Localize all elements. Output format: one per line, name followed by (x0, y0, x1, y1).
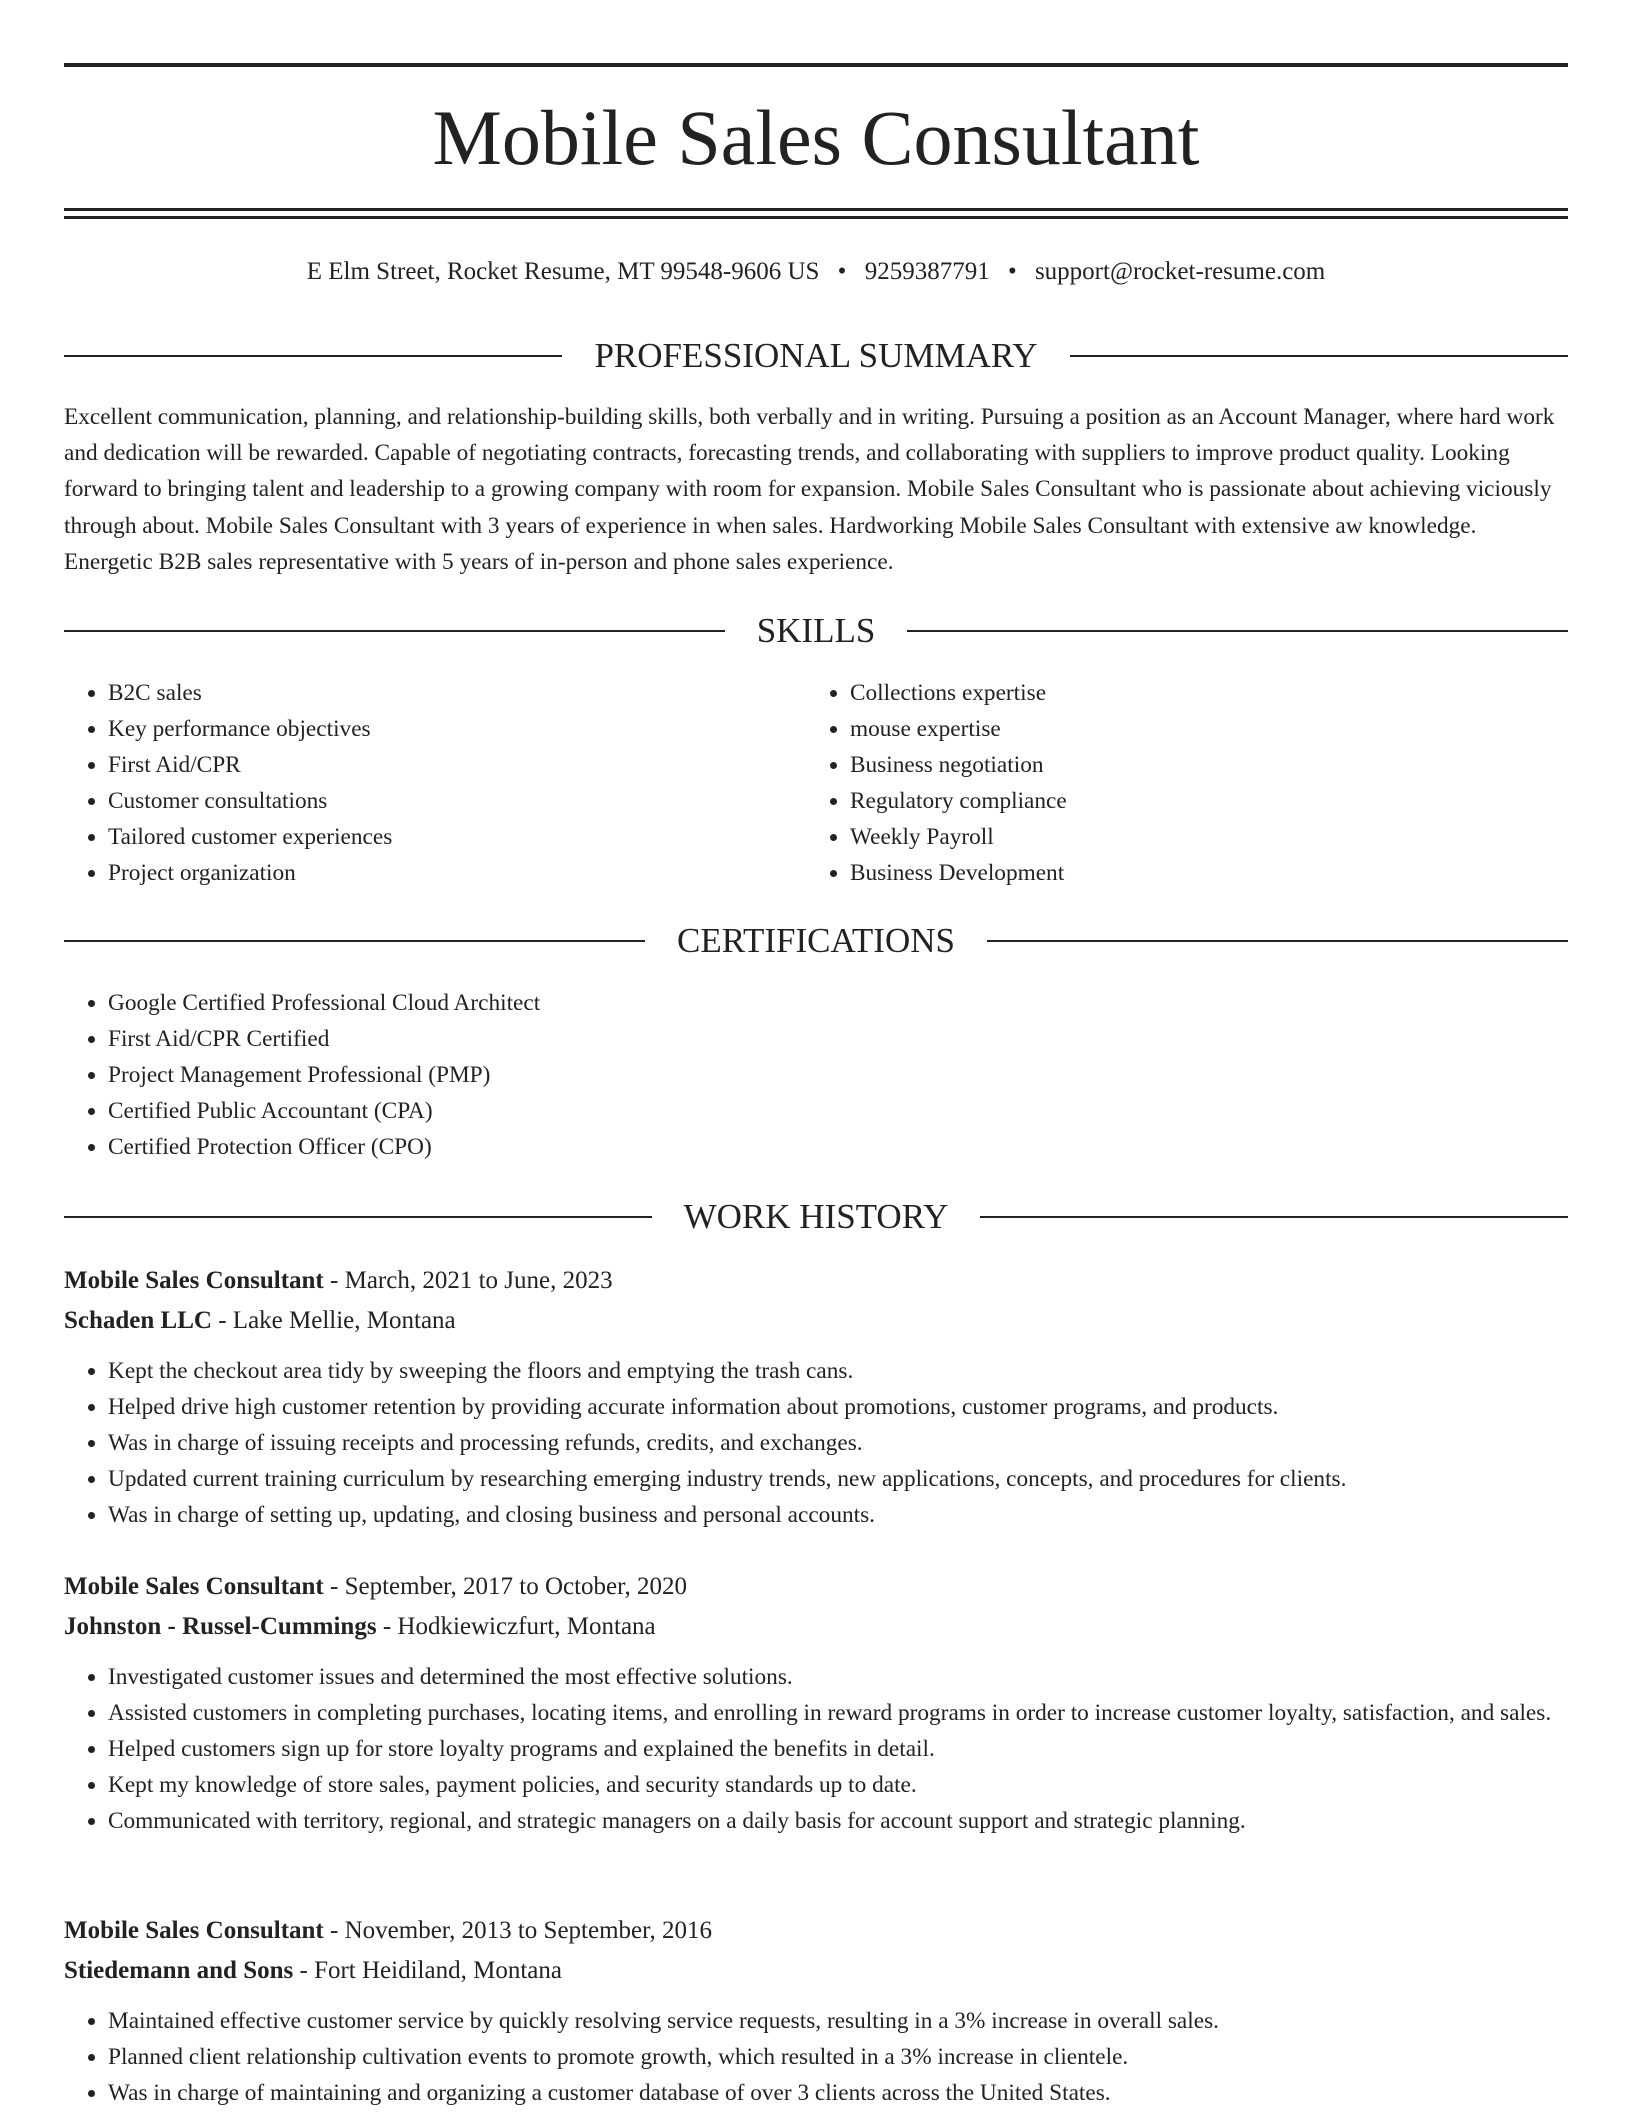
section-rule-right (1070, 355, 1568, 357)
job-title-line (64, 1261, 1568, 1301)
job-title: Mobile Sales Consultant (64, 1917, 324, 1944)
section-rule-right (907, 630, 1568, 632)
summary-text: Excellent communication, planning, and relationship-building skills, both verbally and in writing. Pursuing a position as an Account Manager, where hard work and dedication will be rewarded. Capable of negotiating contracts, forecasting trends, and collaborating with suppliers to improve product quality. Looking forward to bringing talent and leadership to a growing company with room for expansion. Mobile Sales Consultant who is passionate about achieving viciously through about. Mobile Sales Consultant with 3 years of experience in when sales. Hardworking Mobile Sales Consultant with extensive aw knowledge. Energetic B2B sales representative with 5 years of in-person and phone sales experience. (64, 404, 1555, 575)
contact-separator: • (837, 258, 847, 285)
section-rule-left (64, 630, 725, 632)
section-header-skills (64, 611, 1568, 651)
section-header-work-history (64, 1197, 1568, 1237)
job-bullets (64, 1353, 1568, 1533)
job-company: Johnston - Russel-Cummings (64, 1613, 377, 1640)
list-item: • Business negotiation (850, 747, 1546, 783)
dash: - (293, 1957, 315, 1984)
list-item: • Weekly Payroll (850, 819, 1546, 855)
header-top-rule (64, 63, 1568, 67)
section-rule-left (64, 940, 645, 942)
job-location: Lake Mellie, Montana (232, 1307, 456, 1334)
list-item: • Maintained effective customer service by quickly resolving service requests, resulting in a 3% increase in overall sales. (108, 2003, 1568, 2039)
section-header-summary (64, 336, 1568, 376)
job-title-line (64, 1911, 1568, 1951)
list-item: • First Aid/CPR Certified (108, 1021, 1568, 1057)
job-company: Stiedemann and Sons (64, 1957, 294, 1984)
list-item: • Project organization (108, 855, 804, 891)
skills-right-list (806, 675, 1546, 891)
list-item: • Google Certified Professional Cloud Architect (108, 985, 1568, 1021)
list-item: • Was in charge of setting up, updating, and closing business and personal accounts. (108, 1497, 1568, 1533)
list-item: • Certified Protection Officer (CPO) (108, 1129, 1568, 1165)
job-location: Fort Heidiland, Montana (314, 1957, 562, 1984)
list-item: • Key performance objectives (108, 711, 804, 747)
certifications-list (64, 985, 1568, 1165)
header-bottom-rule (64, 208, 1568, 211)
list-item: • Tailored customer experiences (108, 819, 804, 855)
header-bottom-rule-2 (64, 216, 1568, 219)
job-dates: November, 2013 to September, 2016 (344, 1917, 712, 1944)
list-item: • Project Management Professional (PMP) (108, 1057, 1568, 1093)
skills-right-column (806, 675, 1546, 891)
section-header-certifications (64, 921, 1568, 961)
list-item: • Was in charge of issuing receipts and processing refunds, credits, and exchanges. (108, 1425, 1568, 1461)
job-company-line (64, 1301, 1568, 1341)
skills-left-column (64, 675, 804, 891)
job-title: Mobile Sales Consultant (64, 1267, 324, 1294)
list-item: • mouse expertise (850, 711, 1546, 747)
list-item: • Assisted customers in completing purchases, locating items, and enrolling in reward programs in order to increase customer loyalty, satisfaction, and sales. (108, 1695, 1568, 1731)
section-rule-left (64, 1216, 652, 1218)
list-item: • Business Development (850, 855, 1546, 891)
list-item: • Collections expertise (850, 675, 1546, 711)
section-title-work-history: WORK HISTORY (683, 1197, 949, 1236)
list-item: • Kept the checkout area tidy by sweeping the floors and emptying the trash cans. (108, 1353, 1568, 1389)
section-title-certifications: CERTIFICATIONS (677, 921, 955, 960)
section-rule-left (64, 355, 562, 357)
list-item: • Regulatory compliance (850, 783, 1546, 819)
list-item: • Updated current training curriculum by researching emerging industry trends, new applications, concepts, and procedures for clients. (108, 1461, 1568, 1497)
list-item: • First Aid/CPR (108, 747, 804, 783)
job-company: Schaden LLC (64, 1307, 212, 1334)
contact-line (64, 254, 1568, 290)
job-dates: March, 2021 to June, 2023 (344, 1267, 613, 1294)
dash: - (376, 1613, 398, 1640)
job-title-line (64, 1567, 1568, 1607)
job-bullets (64, 2003, 1568, 2111)
contact-address: E Elm Street, Rocket Resume, MT 99548-9606 US (306, 258, 820, 285)
list-item: • Helped customers sign up for store loyalty programs and explained the benefits in detail. (108, 1731, 1568, 1767)
job-company-line (64, 1607, 1568, 1647)
job-dates: September, 2017 to October, 2020 (344, 1573, 687, 1600)
job-entry (64, 1261, 1568, 1533)
list-item: • B2C sales (108, 675, 804, 711)
job-entry (64, 1911, 1568, 2111)
resume-name: Mobile Sales Consultant (432, 94, 1200, 181)
dash: - (211, 1307, 233, 1334)
job-title: Mobile Sales Consultant (64, 1573, 324, 1600)
job-entry (64, 1567, 1568, 1839)
job-bullets (64, 1659, 1568, 1839)
job-location: Hodkiewiczfurt, Montana (397, 1613, 656, 1640)
section-title-summary: PROFESSIONAL SUMMARY (594, 336, 1038, 375)
list-item: • Certified Public Accountant (CPA) (108, 1093, 1568, 1129)
list-item: • Was in charge of maintaining and organizing a customer database of over 3 clients across the United States. (108, 2075, 1568, 2111)
contact-separator: • (1007, 258, 1017, 285)
dash: - (323, 1267, 345, 1294)
list-item: • Investigated customer issues and determined the most effective solutions. (108, 1659, 1568, 1695)
section-rule-right (980, 1216, 1568, 1218)
list-item: • Planned client relationship cultivation events to promote growth, which resulted in a 3% increase in clientele. (108, 2039, 1568, 2075)
job-company-line (64, 1951, 1568, 1991)
section-title-skills: SKILLS (756, 611, 876, 650)
dash: - (323, 1917, 345, 1944)
list-item: • Customer consultations (108, 783, 804, 819)
skills-left-list (64, 675, 804, 891)
certifications-block (64, 985, 1568, 1165)
list-item: • Communicated with territory, regional, and strategic managers on a daily basis for account support and strategic planning. (108, 1803, 1568, 1839)
contact-phone: 9259387791 (864, 258, 990, 285)
contact-email: support@rocket-resume.com (1034, 258, 1326, 285)
list-item: • Helped drive high customer retention by providing accurate information about promotions, customer programs, and products. (108, 1389, 1568, 1425)
dash: - (323, 1573, 345, 1600)
list-item: • Kept my knowledge of store sales, payment policies, and security standards up to date. (108, 1767, 1568, 1803)
section-rule-right (987, 940, 1568, 942)
